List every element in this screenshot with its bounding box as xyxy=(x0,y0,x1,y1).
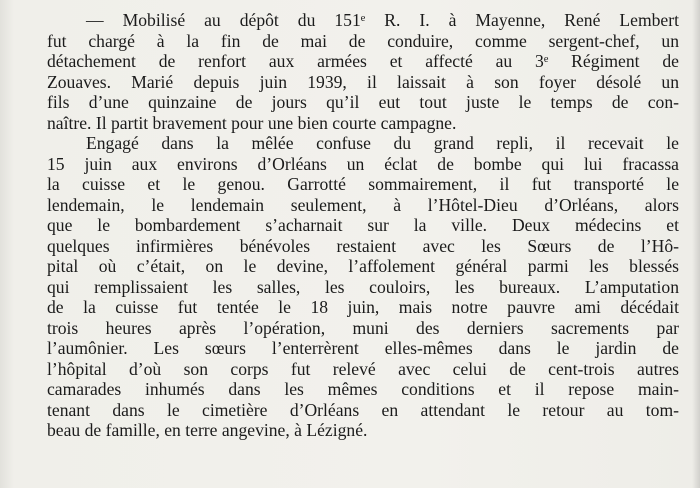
text-line: tenant dans le cimetière d’Orléans en attendant le retour au tom- xyxy=(47,399,679,420)
text-line: la cuisse et le genou. Garrotté sommairement, il fut transporté le xyxy=(47,174,679,194)
text-line: lendemain, le lendemain seulement, à l’Hôtel-Dieu d’Orléans, alors xyxy=(47,194,679,215)
text-line: Zouaves. Marié depuis juin 1939, il laissait à son foyer désolé un xyxy=(47,71,679,92)
text-line: l’aumônier. Les sœurs l’enterrèrent elles-mêmes dans le jardin de xyxy=(47,338,679,358)
text-line: que le bombardement s’acharnait sur la ville. Deux médecins et xyxy=(47,215,679,235)
text-line: beau de famille, en terre angevine, à Lézigné. xyxy=(47,420,368,440)
text-line: de la cuisse fut tentée le 18 juin, mais notre pauvre ami décédait xyxy=(47,297,679,317)
text-line: qui remplissaient les salles, les couloirs, les bureaux. L’amputation xyxy=(47,276,679,297)
text-line: 15 juin aux environs d’Orléans un éclat de bombe qui lui fracassa xyxy=(47,153,679,174)
text-line: pital où c’était, on le devine, l’affolement général parmi les blessés xyxy=(47,256,679,276)
text-line: quelques infirmières bénévoles restaient avec les Sœurs de l’Hô- xyxy=(47,235,679,256)
text-line: Engagé dans la mêlée confuse du grand repli, il recevait le xyxy=(86,133,679,153)
text-line: trois heures après l’opération, muni des derniers sacrements par xyxy=(47,317,679,338)
text-line: naître. Il partit bravement pour une bien courte campagne. xyxy=(47,112,457,133)
text-line: détachement de renfort aux armées et affecté au 3ᵉ Régiment de xyxy=(47,51,679,71)
text-line: fut chargé à la fin de mai de conduire, comme sergent-chef, un xyxy=(47,30,679,51)
text-line: — Mobilisé au dépôt du 151ᵉ R. I. à Mayenne, René Lembert xyxy=(86,10,679,30)
text-line: l’hôpital d’où son corps fut relevé avec celui de cent-trois autres xyxy=(47,358,679,379)
body-text xyxy=(47,10,679,441)
text-line: camarades inhumés dans les mêmes conditions et il repose main- xyxy=(47,379,679,399)
text-line: fils d’une quinzaine de jours qu’il eut tout juste le temps de con- xyxy=(47,92,679,112)
